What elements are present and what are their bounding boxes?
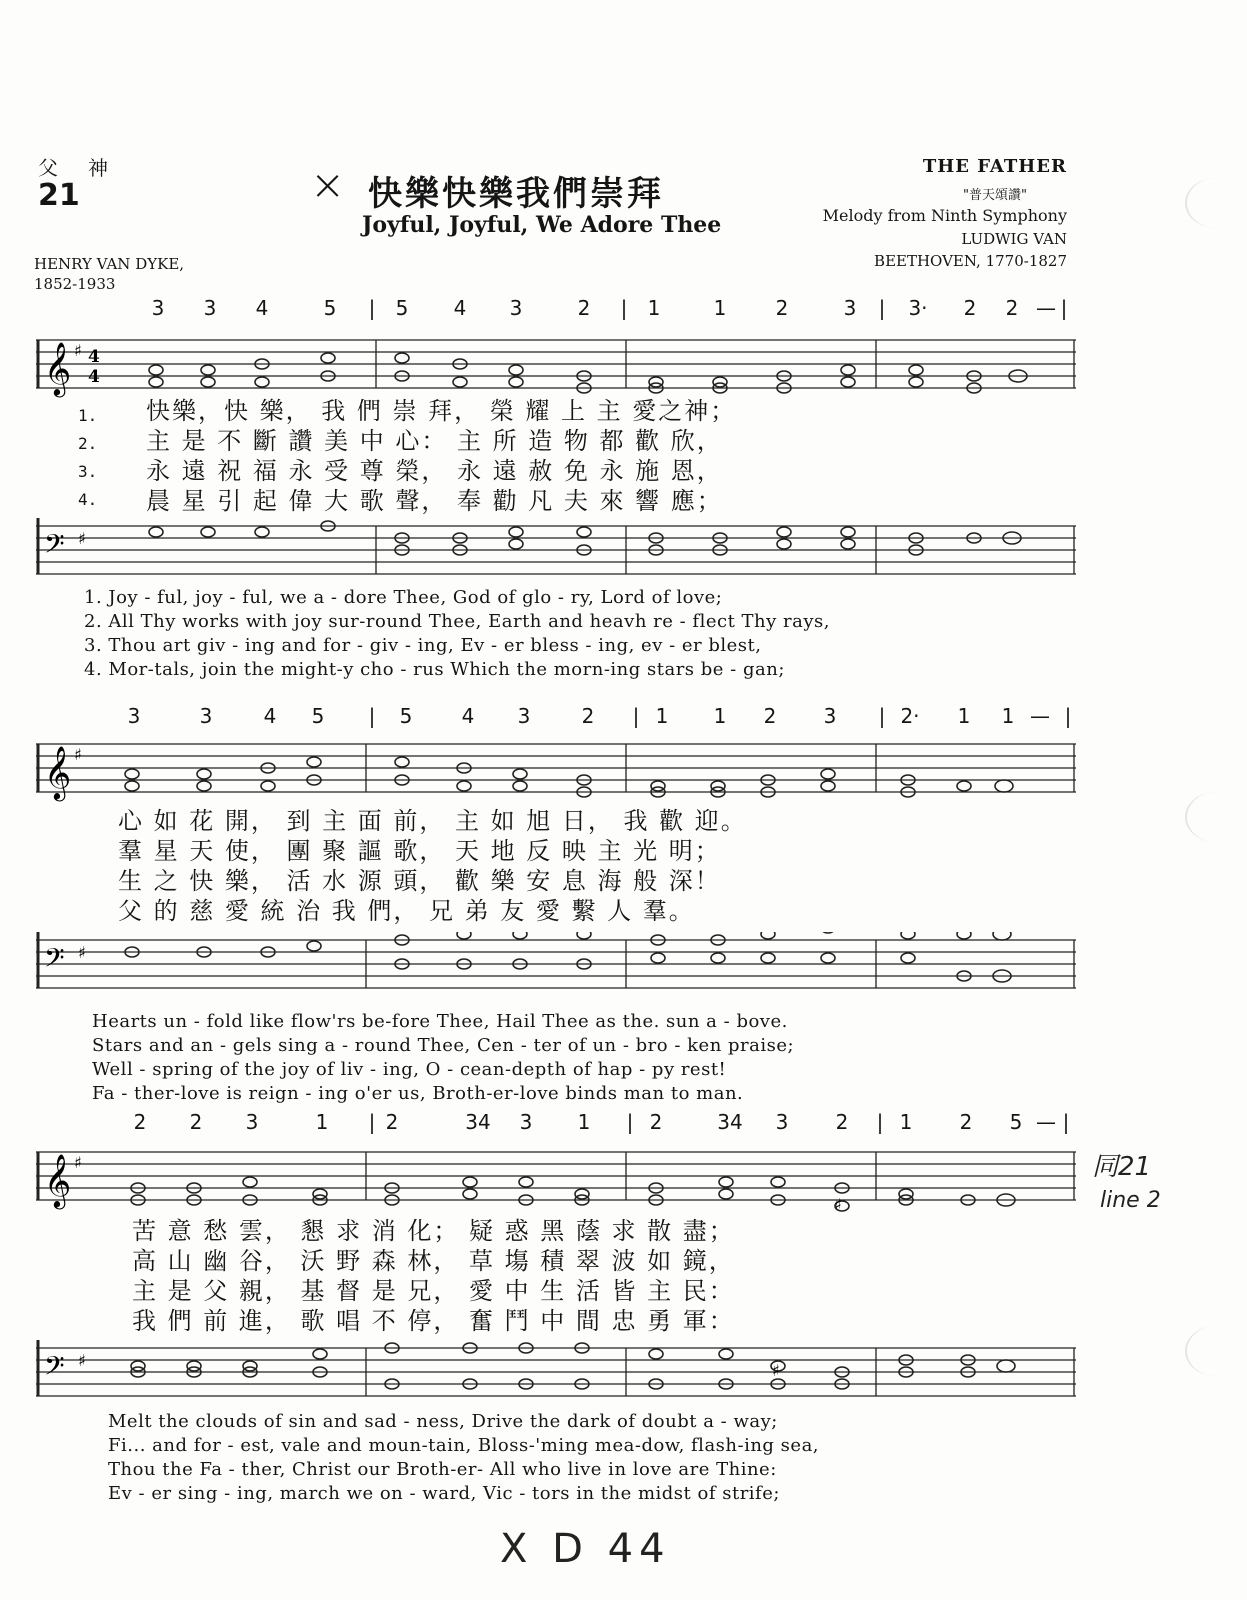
jianpu-note: 2 (577, 296, 591, 320)
margin-note-reference: 同21 (1092, 1152, 1152, 1182)
chinese-verse: 永 遠 祝 福 永 受 尊 榮， 永 遠 赦 免 永 施 恩， (146, 457, 723, 485)
chinese-verse: 苦 意 愁 雲， 懇 求 消 化； 疑 惑 黑 蔭 求 散 盡； (132, 1217, 735, 1245)
svg-text:♯: ♯ (74, 745, 82, 764)
section-heading: THE FATHER (922, 156, 1067, 177)
english-verse: Thou the Fa - ther, Christ our Broth-er- All who live in love are Thine: (108, 1459, 777, 1480)
svg-text:♯: ♯ (78, 1351, 86, 1370)
bass-clef-icon: 𝄢 (44, 528, 65, 566)
melody-source: Melody from Ninth Symphony (822, 206, 1067, 225)
chinese-verse: 心 如 花 開， 到 主 面 前， 主 如 旭 日， 我 歡 迎。 (118, 807, 747, 835)
jianpu-note: 2 (189, 1110, 203, 1134)
jianpu-note: 3 (843, 296, 857, 320)
punch-hole-mark (1185, 792, 1247, 842)
treble-clef-icon: 𝄞 (44, 1153, 72, 1207)
jianpu-bar: | (1060, 296, 1068, 320)
jianpu-note: 5 (395, 296, 409, 320)
jianpu-note: 2 (763, 704, 777, 728)
jianpu-note: 5 (311, 704, 325, 728)
verse-number: 2. (78, 434, 98, 453)
treble-staff-3 (36, 1138, 1076, 1218)
jianpu-note: 3 (519, 1110, 533, 1134)
author-line-1: HENRY VAN DYKE, (34, 255, 185, 273)
jianpu-note: 3 (517, 704, 531, 728)
svg-text:♯: ♯ (74, 341, 82, 360)
jianpu-note: 1 (713, 296, 727, 320)
composer-line-2: BEETHOVEN, 1770-1827 (874, 252, 1067, 270)
composer-line-1: LUDWIG VAN (961, 230, 1067, 248)
punch-hole-mark (1185, 178, 1247, 228)
jianpu-note: 2 (963, 296, 977, 320)
jianpu-note: 34 (717, 1110, 743, 1134)
jianpu-bar: | (878, 296, 886, 320)
english-verse: 1. Joy - ful, joy - ful, we a - dore Thee, God of glo - ry, Lord of love; (84, 587, 723, 608)
jianpu-bar: | (1064, 704, 1072, 728)
jianpu-line-3 (0, 1110, 1100, 1136)
jianpu-note: 1 (647, 296, 661, 320)
jianpu-note: 3· (908, 296, 928, 320)
jianpu-bar: | (626, 1110, 634, 1134)
jianpu-note: 1 (1001, 704, 1015, 728)
jianpu-note: 1 (577, 1110, 591, 1134)
bass-staff-2 (36, 932, 1076, 1008)
bass-staff-3 (36, 1340, 1076, 1406)
english-verse: Well - spring of the joy of liv - ing, O - cean-depth of hap - py rest! (92, 1059, 727, 1080)
jianpu-note: 2 (581, 704, 595, 728)
jianpu-note: 5 (399, 704, 413, 728)
jianpu-note: 2 (1005, 296, 1019, 320)
jianpu-bar: | (620, 296, 628, 320)
svg-text:4: 4 (88, 347, 100, 367)
english-verse: 3. Thou art giv - ing and for - giv - ing, Ev - er bless - ing, ev - er blest, (84, 635, 762, 656)
english-verse: Stars and an - gels sing a - round Thee, Cen - ter of un - bro - ken praise; (92, 1035, 795, 1056)
bass-staff-1 (36, 518, 1076, 584)
jianpu-note: 2 (959, 1110, 973, 1134)
chinese-verse: 主 是 父 親， 基 督 是 兄， 愛 中 生 活 皆 主 民： (132, 1277, 735, 1305)
bass-clef-icon: 𝄢 (44, 1350, 65, 1388)
author-line-2: 1852-1933 (34, 275, 116, 293)
jianpu-note: 4 (263, 704, 277, 728)
treble-staff-1 (36, 326, 1076, 404)
jianpu-note: 2 (775, 296, 789, 320)
jianpu-note: 4 (461, 704, 475, 728)
chinese-lyrics-1 (146, 396, 736, 516)
english-verse: Hearts un - fold like flow'rs be-fore Thee, Hail Thee as the. sun a - bove. (92, 1011, 788, 1032)
jianpu-note: 1 (957, 704, 971, 728)
verse-numbers-1 (78, 402, 97, 514)
svg-text:♯: ♯ (78, 943, 86, 962)
catalog-code: X D 44 (500, 1526, 671, 1572)
jianpu-note: 1 (315, 1110, 329, 1134)
jianpu-note: 2 (649, 1110, 663, 1134)
english-verse: Melt the clouds of sin and sad - ness, Drive the dark of doubt a - way; (108, 1411, 778, 1432)
jianpu-note: 3 (823, 704, 837, 728)
svg-text:♯: ♯ (78, 529, 86, 548)
chinese-verse: 晨 星 引 起 偉 大 歌 聲， 奉 勸 凡 夫 來 響 應； (146, 487, 723, 515)
title-english: Joyful, Joyful, We Adore Thee (362, 212, 722, 238)
chinese-verse: 羣 星 天 使， 團 聚 謳 歌， 天 地 反 映 主 光 明； (118, 837, 721, 865)
title-chinese: 快樂快樂我們崇拜 (368, 174, 664, 214)
verse-number: 4. (78, 490, 98, 509)
jianpu-note: 5 (323, 296, 337, 320)
svg-text:♯: ♯ (74, 1153, 82, 1172)
chinese-verse: 主 是 不 斷 讚 美 中 心： 主 所 造 物 都 歡 欣， (146, 427, 723, 455)
jianpu-note: 3 (127, 704, 141, 728)
margin-note-line: line 2 (1100, 1188, 1161, 1213)
chinese-verse: 快樂，快 樂， 我 們 崇 拜， 榮 耀 上 主 愛之神； (146, 397, 737, 425)
jianpu-note: 3 (151, 296, 165, 320)
bass-clef-icon: 𝄢 (44, 942, 65, 980)
jianpu-bar: | (1062, 1110, 1070, 1134)
english-verse: Ev - er sing - ing, march we on - ward, Vic - tors in the midst of strife; (108, 1483, 780, 1504)
jianpu-bar: | (368, 704, 376, 728)
chinese-verse: 父 的 慈 愛 統 治 我 們， 兄 弟 友 愛 繫 人 羣。 (118, 897, 695, 925)
jianpu-note: 2 (835, 1110, 849, 1134)
jianpu-note: — (1036, 296, 1056, 320)
treble-clef-icon: 𝄞 (44, 341, 72, 395)
jianpu-note: 34 (465, 1110, 491, 1134)
english-lyrics-3 (108, 1410, 819, 1506)
jianpu-bar: | (368, 296, 376, 320)
chinese-lyrics-2 (118, 806, 747, 926)
jianpu-note: 2 (133, 1110, 147, 1134)
jianpu-note: 1 (655, 704, 669, 728)
chinese-lyrics-3 (132, 1216, 735, 1336)
svg-text:4: 4 (88, 367, 100, 387)
english-verse: 2. All Thy works with joy sur-round Thee, Earth and heavh re - flect Thy rays, (84, 611, 830, 632)
svg-text:♯: ♯ (772, 1361, 780, 1380)
chinese-verse: 生 之 快 樂， 活 水 源 頭， 歡 樂 安 息 海 般 深！ (118, 867, 721, 895)
jianpu-line-2 (0, 704, 1100, 730)
jianpu-note: 4 (453, 296, 467, 320)
jianpu-note: 3 (775, 1110, 789, 1134)
verse-number: 1. (78, 406, 98, 425)
jianpu-note: — (1036, 1110, 1056, 1134)
verse-number: 3. (78, 462, 98, 481)
chinese-verse: 我 們 前 進， 歌 唱 不 停， 奮 鬥 中 間 忠 勇 軍： (132, 1307, 735, 1335)
english-lyrics-2 (92, 1010, 794, 1106)
jianpu-bar: | (878, 704, 886, 728)
jianpu-note: 3 (509, 296, 523, 320)
jianpu-note: 1 (713, 704, 727, 728)
category-label: 父神 (38, 156, 138, 180)
english-verse: 4. Mor-tals, join the might-y cho - rus Which the morn-ing stars be - gan; (84, 659, 785, 680)
english-verse: Fa - ther-love is reign - ing o'er us, Broth-er-love binds man to man. (92, 1083, 744, 1104)
svg-text:♯: ♯ (834, 1195, 842, 1214)
jianpu-note: 2 (385, 1110, 399, 1134)
jianpu-note: 3 (199, 704, 213, 728)
subtitle-chinese: "普天頌讚" (963, 188, 1027, 203)
hymn-number: 21 (38, 178, 80, 213)
treble-staff-2 (36, 730, 1076, 810)
jianpu-note: 2· (900, 704, 920, 728)
jianpu-note: — (1030, 704, 1050, 728)
jianpu-note: 4 (255, 296, 269, 320)
handwritten-x-mark: × (310, 160, 346, 209)
jianpu-note: 5 (1009, 1110, 1023, 1134)
jianpu-bar: | (368, 1110, 376, 1134)
chinese-verse: 高 山 幽 谷， 沃 野 森 林， 草 塲 積 翠 波 如 鏡， (132, 1247, 735, 1275)
english-lyrics-1 (84, 586, 830, 682)
jianpu-line-1 (0, 296, 1100, 322)
jianpu-note: 3 (245, 1110, 259, 1134)
treble-clef-icon: 𝄞 (44, 745, 72, 799)
punch-hole-mark (1185, 1326, 1247, 1376)
english-verse: Fi... and for - est, vale and moun-tain, Bloss-'ming mea-dow, flash-ing sea, (108, 1435, 820, 1456)
jianpu-note: 3 (203, 296, 217, 320)
jianpu-bar: | (632, 704, 640, 728)
jianpu-bar: | (876, 1110, 884, 1134)
jianpu-note: 1 (899, 1110, 913, 1134)
